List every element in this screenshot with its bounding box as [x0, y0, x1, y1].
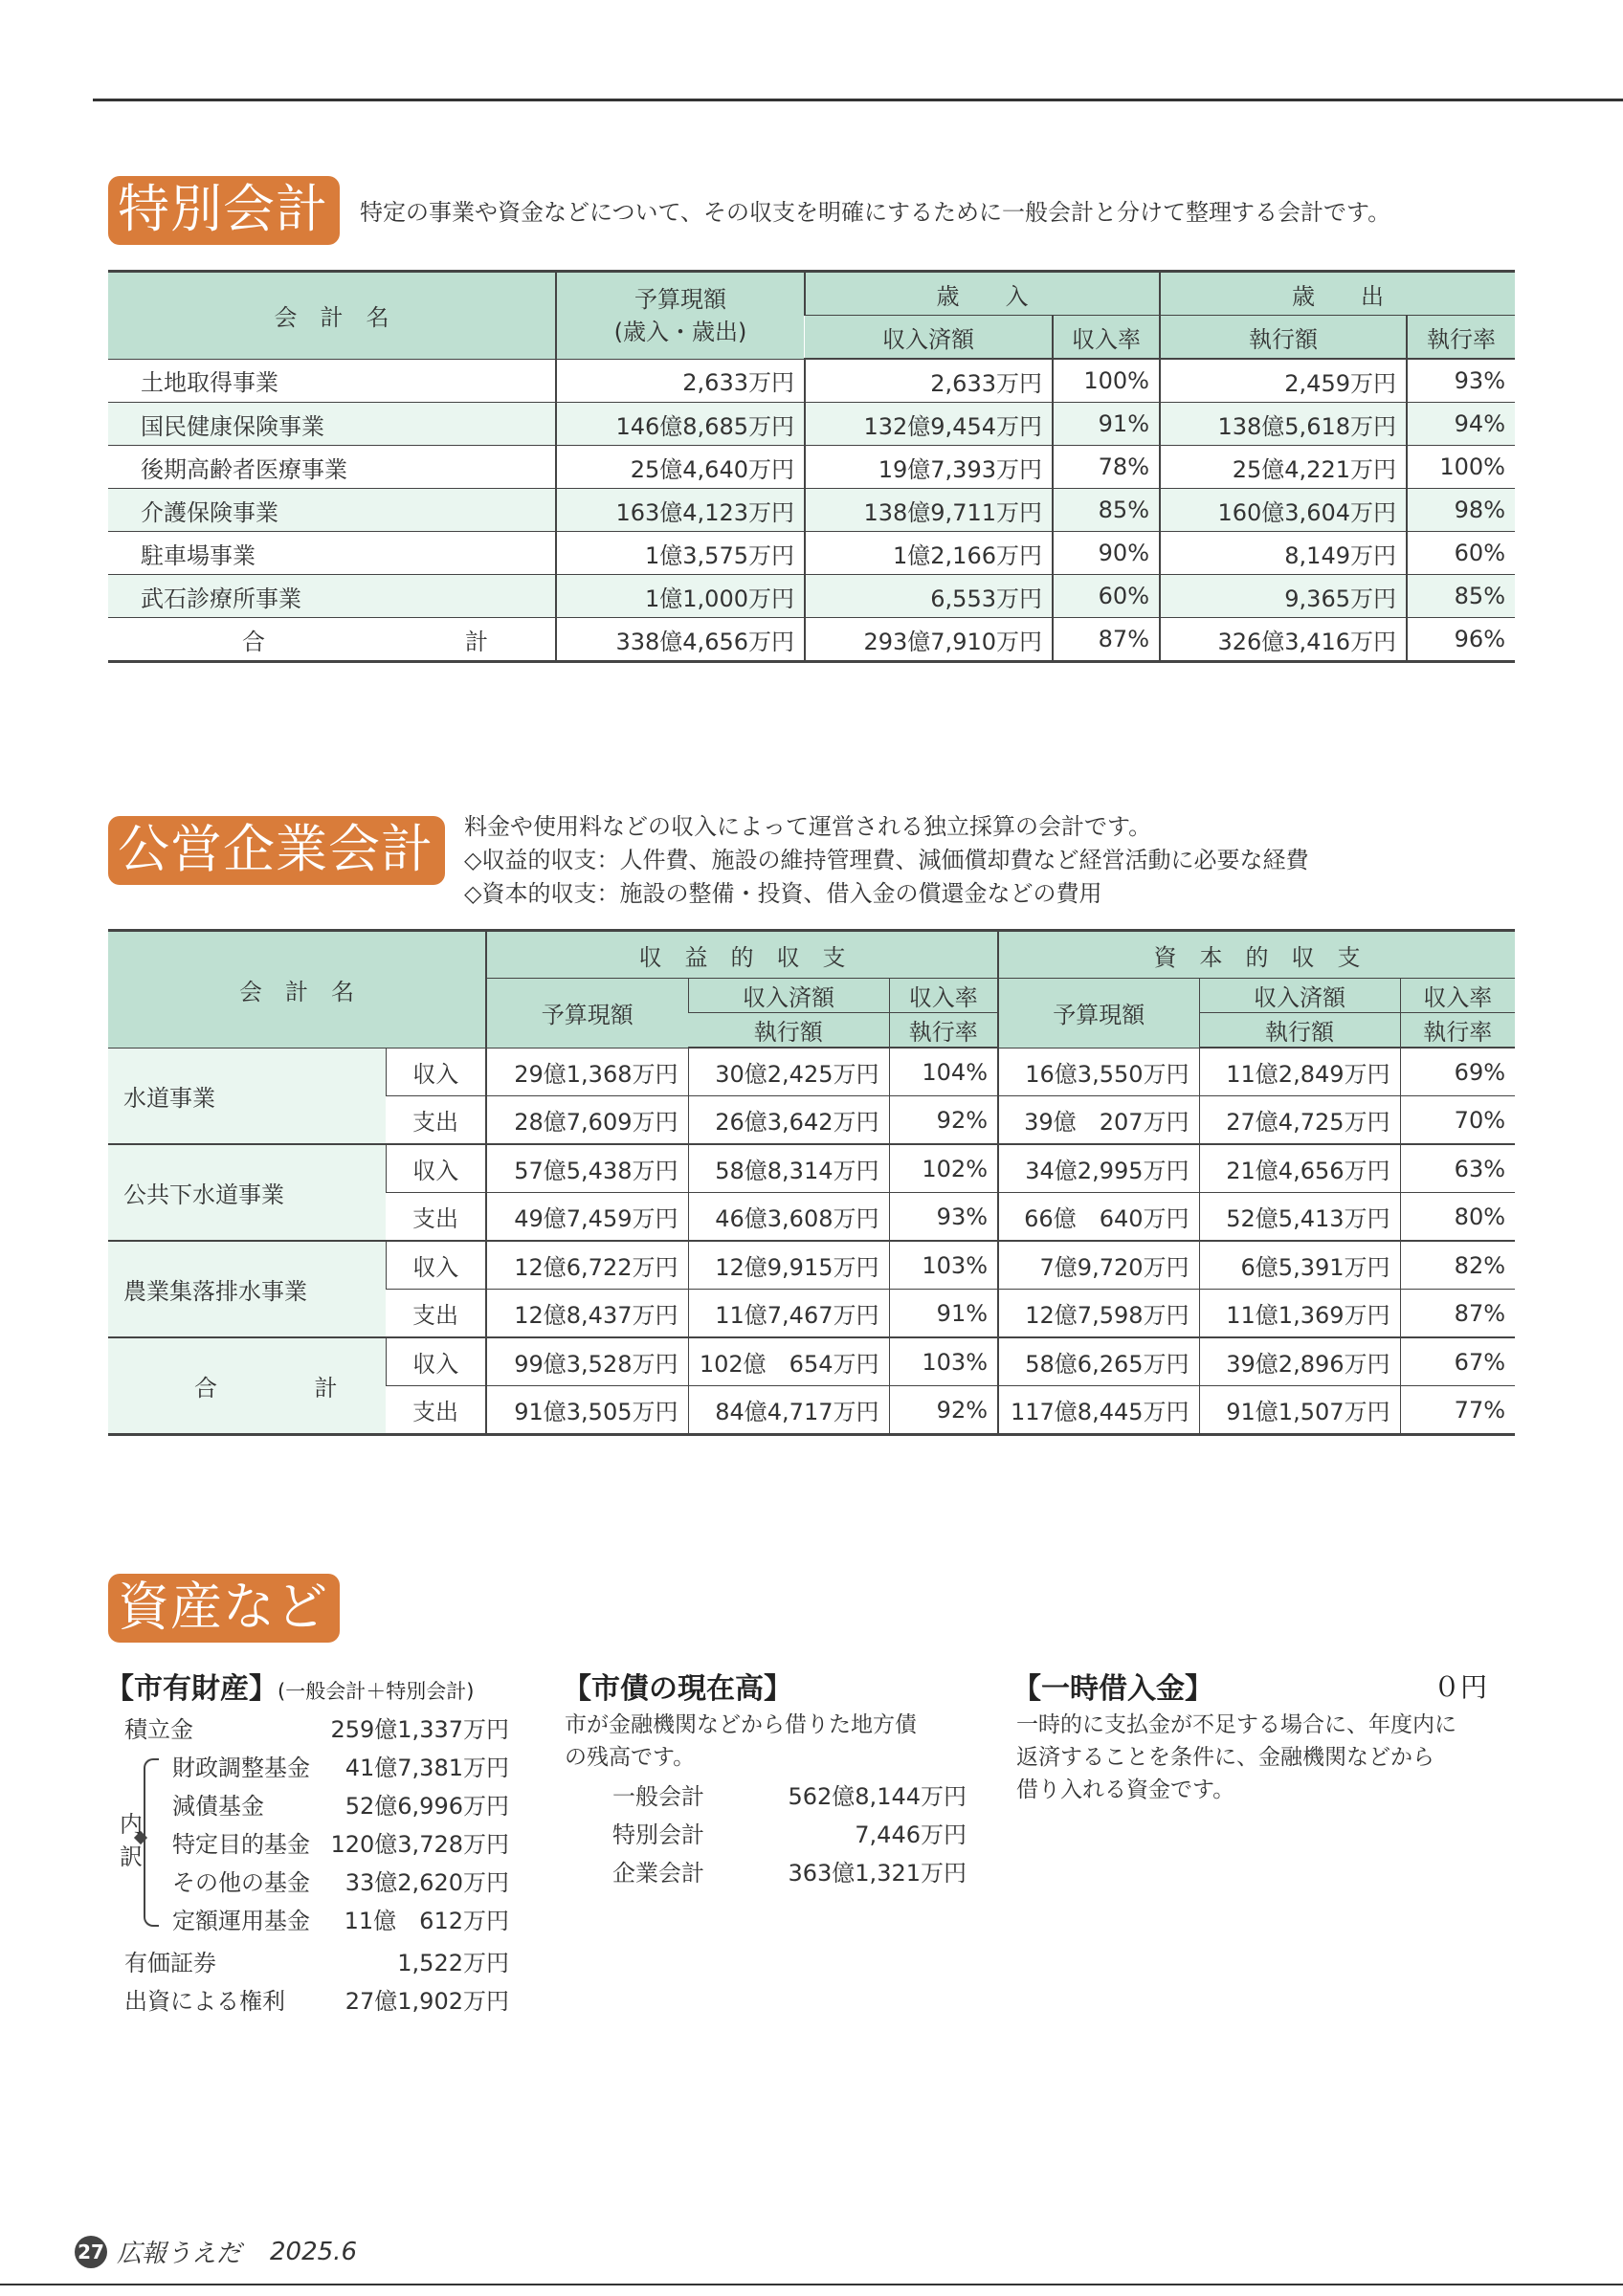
- item-value: 120億3,728万円: [330, 1831, 509, 1858]
- header-expenditure: 歳 出: [1160, 272, 1515, 316]
- receive-rate-cell: 90%: [1053, 532, 1160, 575]
- profit-amount-cell: 12億9,915万円: [688, 1241, 889, 1290]
- breakdown-label: [120, 1808, 145, 1873]
- total-exec-rate: 96%: [1407, 618, 1515, 662]
- bond-label: 一般会計: [612, 1783, 704, 1810]
- bonds-desc-line: 市が金融機関などから借りた地方債: [565, 1712, 917, 1737]
- executed-cell: 2,459万円: [1160, 359, 1407, 403]
- header-received: 収入済額: [805, 316, 1053, 360]
- profit-rate-cell: 91%: [889, 1290, 998, 1338]
- item-value: 41億7,381万円: [345, 1755, 509, 1781]
- table-row: [108, 403, 1515, 446]
- profit-budget-cell: 99億3,528万円: [486, 1337, 688, 1386]
- reserve-label: 積立金: [124, 1716, 193, 1743]
- temp-loan-description: [1016, 1709, 1456, 1806]
- property-title-text: 【市有財産】: [105, 1672, 278, 1706]
- top-rule: [93, 99, 1623, 101]
- capital-amount-cell: 27億4,725万円: [1199, 1096, 1400, 1145]
- receive-rate-cell: 60%: [1053, 575, 1160, 618]
- desc-line: 料金や使用料などの収入によって運営される独立採算の会計です。: [464, 813, 1152, 840]
- total-executed: 326億3,416万円: [1160, 618, 1407, 662]
- public-section-description: [464, 810, 1308, 911]
- header-profit-receive-rate: 収入率: [889, 979, 998, 1013]
- capital-rate-cell: 87%: [1400, 1290, 1515, 1338]
- capital-budget-cell: 16億3,550万円: [998, 1048, 1199, 1096]
- bond-label: 特別会計: [612, 1821, 704, 1848]
- exec-rate-cell: 85%: [1407, 575, 1515, 618]
- bonds-desc-line: の残高です。: [565, 1745, 696, 1770]
- temp-desc-line: 借り入れる資金です。: [1016, 1777, 1235, 1802]
- desc-line: ◇収益的収支：人件費、施設の維持管理費、減価償却費など経営活動に必要な経費: [464, 847, 1309, 873]
- budget-cell: 2,633万円: [556, 359, 805, 403]
- breakdown-brace: [144, 1758, 159, 1927]
- exec-rate-cell: 93%: [1407, 359, 1515, 403]
- capital-amount-cell: 52億5,413万円: [1199, 1193, 1400, 1242]
- kind-cell: 収入: [386, 1144, 486, 1193]
- breakdown-label-line: 内: [120, 1811, 143, 1838]
- received-cell: 1億2,166万円: [805, 532, 1053, 575]
- securities-value: 1,522万円: [397, 1950, 509, 1976]
- total-label: 合 計: [108, 618, 556, 662]
- breakdown-row: [172, 1902, 509, 1935]
- total-receive-rate: 87%: [1053, 618, 1160, 662]
- total-row: [108, 618, 1515, 662]
- header-executed: 執行額: [1160, 316, 1407, 360]
- header-profit-exec-rate: 執行率: [889, 1013, 998, 1049]
- profit-budget-cell: 28億7,609万円: [486, 1096, 688, 1145]
- public-section-title: 公営企業会計: [108, 816, 445, 885]
- special-section-title: 特別会計: [108, 176, 340, 245]
- budget-cell: 1億3,575万円: [556, 532, 805, 575]
- profit-rate-cell: 104%: [889, 1048, 998, 1096]
- item-label: 減債基金: [172, 1793, 264, 1820]
- bonds-title: 【市債の現在高】: [563, 1672, 792, 1706]
- capital-budget-cell: 117億8,445万円: [998, 1386, 1199, 1435]
- bond-value: 363億1,321万円: [788, 1860, 967, 1887]
- capital-budget-cell: 7億9,720万円: [998, 1241, 1199, 1290]
- bonds-description: [565, 1709, 917, 1774]
- header-revenue: 歳 入: [805, 272, 1160, 316]
- executed-cell: 9,365万円: [1160, 575, 1407, 618]
- kind-cell: 収入: [386, 1241, 486, 1290]
- breakdown-row: [172, 1825, 509, 1859]
- page-number: 27: [75, 2236, 107, 2268]
- capital-rate-cell: 69%: [1400, 1048, 1515, 1096]
- account-name: 駐車場事業: [108, 532, 556, 575]
- special-section-description: 特定の事業や資金などについて、その収支を明確にするために一般会計と分けて整理する会計です。: [360, 199, 1391, 226]
- breakdown-row: [172, 1864, 509, 1897]
- capital-budget-cell: 39億 207万円: [998, 1096, 1199, 1145]
- profit-rate-cell: 92%: [889, 1096, 998, 1145]
- profit-amount-cell: 46億3,608万円: [688, 1193, 889, 1242]
- account-name: 介護保険事業: [108, 489, 556, 532]
- capital-rate-cell: 67%: [1400, 1337, 1515, 1386]
- desc-line: ◇資本的収支：施設の整備・投資、借入金の償還金などの費用: [464, 880, 1102, 907]
- kind-cell: 支出: [412, 1399, 458, 1425]
- received-cell: 19億7,393万円: [805, 446, 1053, 489]
- bottom-rule: [0, 2284, 1623, 2285]
- table-row: [108, 575, 1515, 618]
- profit-amount-cell: 102億 654万円: [688, 1337, 889, 1386]
- bond-row: [612, 1854, 967, 1888]
- capital-amount-cell: 91億1,507万円: [1199, 1386, 1400, 1435]
- temp-loan-title: 【一時借入金】: [1012, 1672, 1213, 1706]
- capital-budget-cell: 34億2,995万円: [998, 1144, 1199, 1193]
- table-row: [108, 446, 1515, 489]
- issue-date: 2025.6: [270, 2237, 357, 2266]
- item-value: 52億6,996万円: [345, 1793, 509, 1820]
- capital-amount-cell: 21億4,656万円: [1199, 1144, 1400, 1193]
- item-value: 33億2,620万円: [345, 1869, 509, 1896]
- securities-label: 有価証券: [124, 1950, 216, 1976]
- budget-cell: 163億4,123万円: [556, 489, 805, 532]
- capital-budget-cell: 58億6,265万円: [998, 1337, 1199, 1386]
- table-row: [108, 359, 1515, 403]
- assets-section-title: 資産など: [108, 1574, 340, 1643]
- breakdown-row: [172, 1787, 509, 1821]
- receive-rate-cell: 85%: [1053, 489, 1160, 532]
- capital-rate-cell: 82%: [1400, 1241, 1515, 1290]
- kind-cell: 支出: [386, 1193, 486, 1242]
- kind-cell: 支出: [386, 1290, 486, 1338]
- profit-budget-cell: 29億1,368万円: [486, 1048, 688, 1096]
- kind-cell: 収入: [386, 1337, 486, 1386]
- table-row: [108, 1241, 1515, 1290]
- temp-desc-line: 一時的に支払金が不足する場合に、年度内に: [1016, 1712, 1456, 1737]
- item-label: その他の基金: [172, 1869, 310, 1896]
- header-capital: 資 本 的 収 支: [998, 931, 1515, 979]
- executed-cell: 138億5,618万円: [1160, 403, 1407, 446]
- item-label: 定額運用基金: [172, 1908, 310, 1934]
- receive-rate-cell: 91%: [1053, 403, 1160, 446]
- received-cell: 138億9,711万円: [805, 489, 1053, 532]
- executed-cell: 25億4,221万円: [1160, 446, 1407, 489]
- received-cell: 2,633万円: [805, 359, 1053, 403]
- exec-rate-cell: 98%: [1407, 489, 1515, 532]
- total-row: [108, 1337, 1515, 1386]
- bond-value: 7,446万円: [855, 1821, 967, 1848]
- header-exec-rate: 執行率: [1407, 316, 1515, 360]
- header-capital-executed: 執行額: [1199, 1013, 1400, 1049]
- profit-budget-cell: 12億6,722万円: [486, 1241, 688, 1290]
- bond-value: 562億8,144万円: [788, 1783, 967, 1810]
- item-label: 特定目的基金: [172, 1831, 310, 1858]
- profit-rate-cell: 103%: [889, 1337, 998, 1386]
- table-row: [108, 489, 1515, 532]
- group-name: 公共下水道事業: [108, 1144, 386, 1241]
- capital-rate-cell: 77%: [1400, 1386, 1515, 1435]
- reserve-value: 259億1,337万円: [330, 1716, 509, 1743]
- capital-budget-cell: 12億7,598万円: [998, 1290, 1199, 1338]
- investment-label: 出資による権利: [124, 1988, 285, 2015]
- total-received: 293億7,910万円: [805, 618, 1053, 662]
- table-row: [108, 1144, 1515, 1193]
- reserve-row: [124, 1711, 509, 1744]
- kind-cell: 支出: [386, 1096, 486, 1145]
- receive-rate-cell: 100%: [1053, 359, 1160, 403]
- budget-cell: 1億1,000万円: [556, 575, 805, 618]
- capital-budget-cell: 66億 640万円: [998, 1193, 1199, 1242]
- received-cell: 132億9,454万円: [805, 403, 1053, 446]
- breakdown-row: [172, 1749, 509, 1782]
- profit-amount-cell: 26億3,642万円: [688, 1096, 889, 1145]
- header-profit-budget: 予算現額: [486, 979, 688, 1049]
- header-profit-received: 収入済額: [688, 979, 889, 1013]
- investment-value: 27億1,902万円: [345, 1988, 509, 2015]
- bond-label: 企業会計: [612, 1860, 704, 1887]
- bond-row: [612, 1777, 967, 1811]
- exec-rate-cell: 100%: [1407, 446, 1515, 489]
- header-capital-receive-rate: 収入率: [1400, 979, 1515, 1013]
- table-row: [108, 532, 1515, 575]
- profit-budget-cell: 57億5,438万円: [486, 1144, 688, 1193]
- header-capital-received: 収入済額: [1199, 979, 1400, 1013]
- profit-rate-cell: 92%: [889, 1386, 998, 1435]
- bond-row: [612, 1816, 967, 1849]
- capital-amount-cell: 11億1,369万円: [1199, 1290, 1400, 1338]
- executed-cell: 8,149万円: [1160, 532, 1407, 575]
- group-name: 農業集落排水事業: [108, 1241, 386, 1337]
- group-name: 水道事業: [108, 1048, 386, 1144]
- profit-rate-cell: 93%: [889, 1193, 998, 1242]
- capital-rate-cell: 63%: [1400, 1144, 1515, 1193]
- profit-budget-cell: 12億8,437万円: [486, 1290, 688, 1338]
- header-profit: 収 益 的 収 支: [486, 931, 998, 979]
- temp-desc-line: 返済することを条件に、金融機関などから: [1016, 1745, 1434, 1770]
- received-cell: 6,553万円: [805, 575, 1053, 618]
- special-accounts-table: [108, 270, 1515, 663]
- capital-amount-cell: 6億5,391万円: [1199, 1241, 1400, 1290]
- table-row: [108, 1048, 1515, 1096]
- header-budget: 予算現額 (歳入・歳出): [556, 272, 805, 360]
- account-name: 土地取得事業: [108, 359, 556, 403]
- property-note: (一般会計＋特別会計): [278, 1680, 475, 1703]
- profit-rate-cell: 102%: [889, 1144, 998, 1193]
- profit-amount-cell: 11億7,467万円: [688, 1290, 889, 1338]
- account-name: 国民健康保険事業: [108, 403, 556, 446]
- account-name: 武石診療所事業: [108, 575, 556, 618]
- magazine-name: 広報うえだ: [117, 2240, 242, 2268]
- profit-amount-cell: 84億4,717万円: [688, 1386, 889, 1435]
- total-label: 合 計: [108, 1337, 386, 1435]
- public-enterprise-table: [108, 929, 1515, 1436]
- securities-row: [124, 1944, 509, 1977]
- receive-rate-cell: 78%: [1053, 446, 1160, 489]
- profit-budget-cell: 91億3,505万円: [486, 1386, 688, 1435]
- capital-amount-cell: 39億2,896万円: [1199, 1337, 1400, 1386]
- profit-rate-cell: 103%: [889, 1241, 998, 1290]
- header-capital-budget: 予算現額: [998, 979, 1199, 1049]
- item-label: 財政調整基金: [172, 1755, 310, 1781]
- temp-loan-value: ０円: [1434, 1671, 1488, 1703]
- header-profit-executed: 執行額: [688, 1013, 889, 1049]
- property-title: [105, 1665, 474, 1707]
- header-capital-exec-rate: 執行率: [1400, 1013, 1515, 1049]
- capital-amount-cell: 11億2,849万円: [1199, 1048, 1400, 1096]
- budget-cell: 25億4,640万円: [556, 446, 805, 489]
- capital-rate-cell: 80%: [1400, 1193, 1515, 1242]
- header-account-name: 会 計 名: [108, 272, 556, 360]
- profit-amount-cell: 58億8,314万円: [688, 1144, 889, 1193]
- page-footer: [75, 2234, 357, 2269]
- item-value: 11億 612万円: [344, 1908, 509, 1934]
- executed-cell: 160億3,604万円: [1160, 489, 1407, 532]
- capital-rate-cell: 70%: [1400, 1096, 1515, 1145]
- investment-row: [124, 1982, 509, 2016]
- kind-cell: 収入: [386, 1048, 486, 1096]
- profit-budget-cell: 49億7,459万円: [486, 1193, 688, 1242]
- breakdown-label-line: 訳: [120, 1843, 143, 1870]
- header-account-name: 会 計 名: [108, 931, 486, 1049]
- profit-amount-cell: 30億2,425万円: [688, 1048, 889, 1096]
- budget-cell: 146億8,685万円: [556, 403, 805, 446]
- exec-rate-cell: 60%: [1407, 532, 1515, 575]
- total-budget: 338億4,656万円: [556, 618, 805, 662]
- header-receive-rate: 収入率: [1053, 316, 1160, 360]
- account-name: 後期高齢者医療事業: [108, 446, 556, 489]
- exec-rate-cell: 94%: [1407, 403, 1515, 446]
